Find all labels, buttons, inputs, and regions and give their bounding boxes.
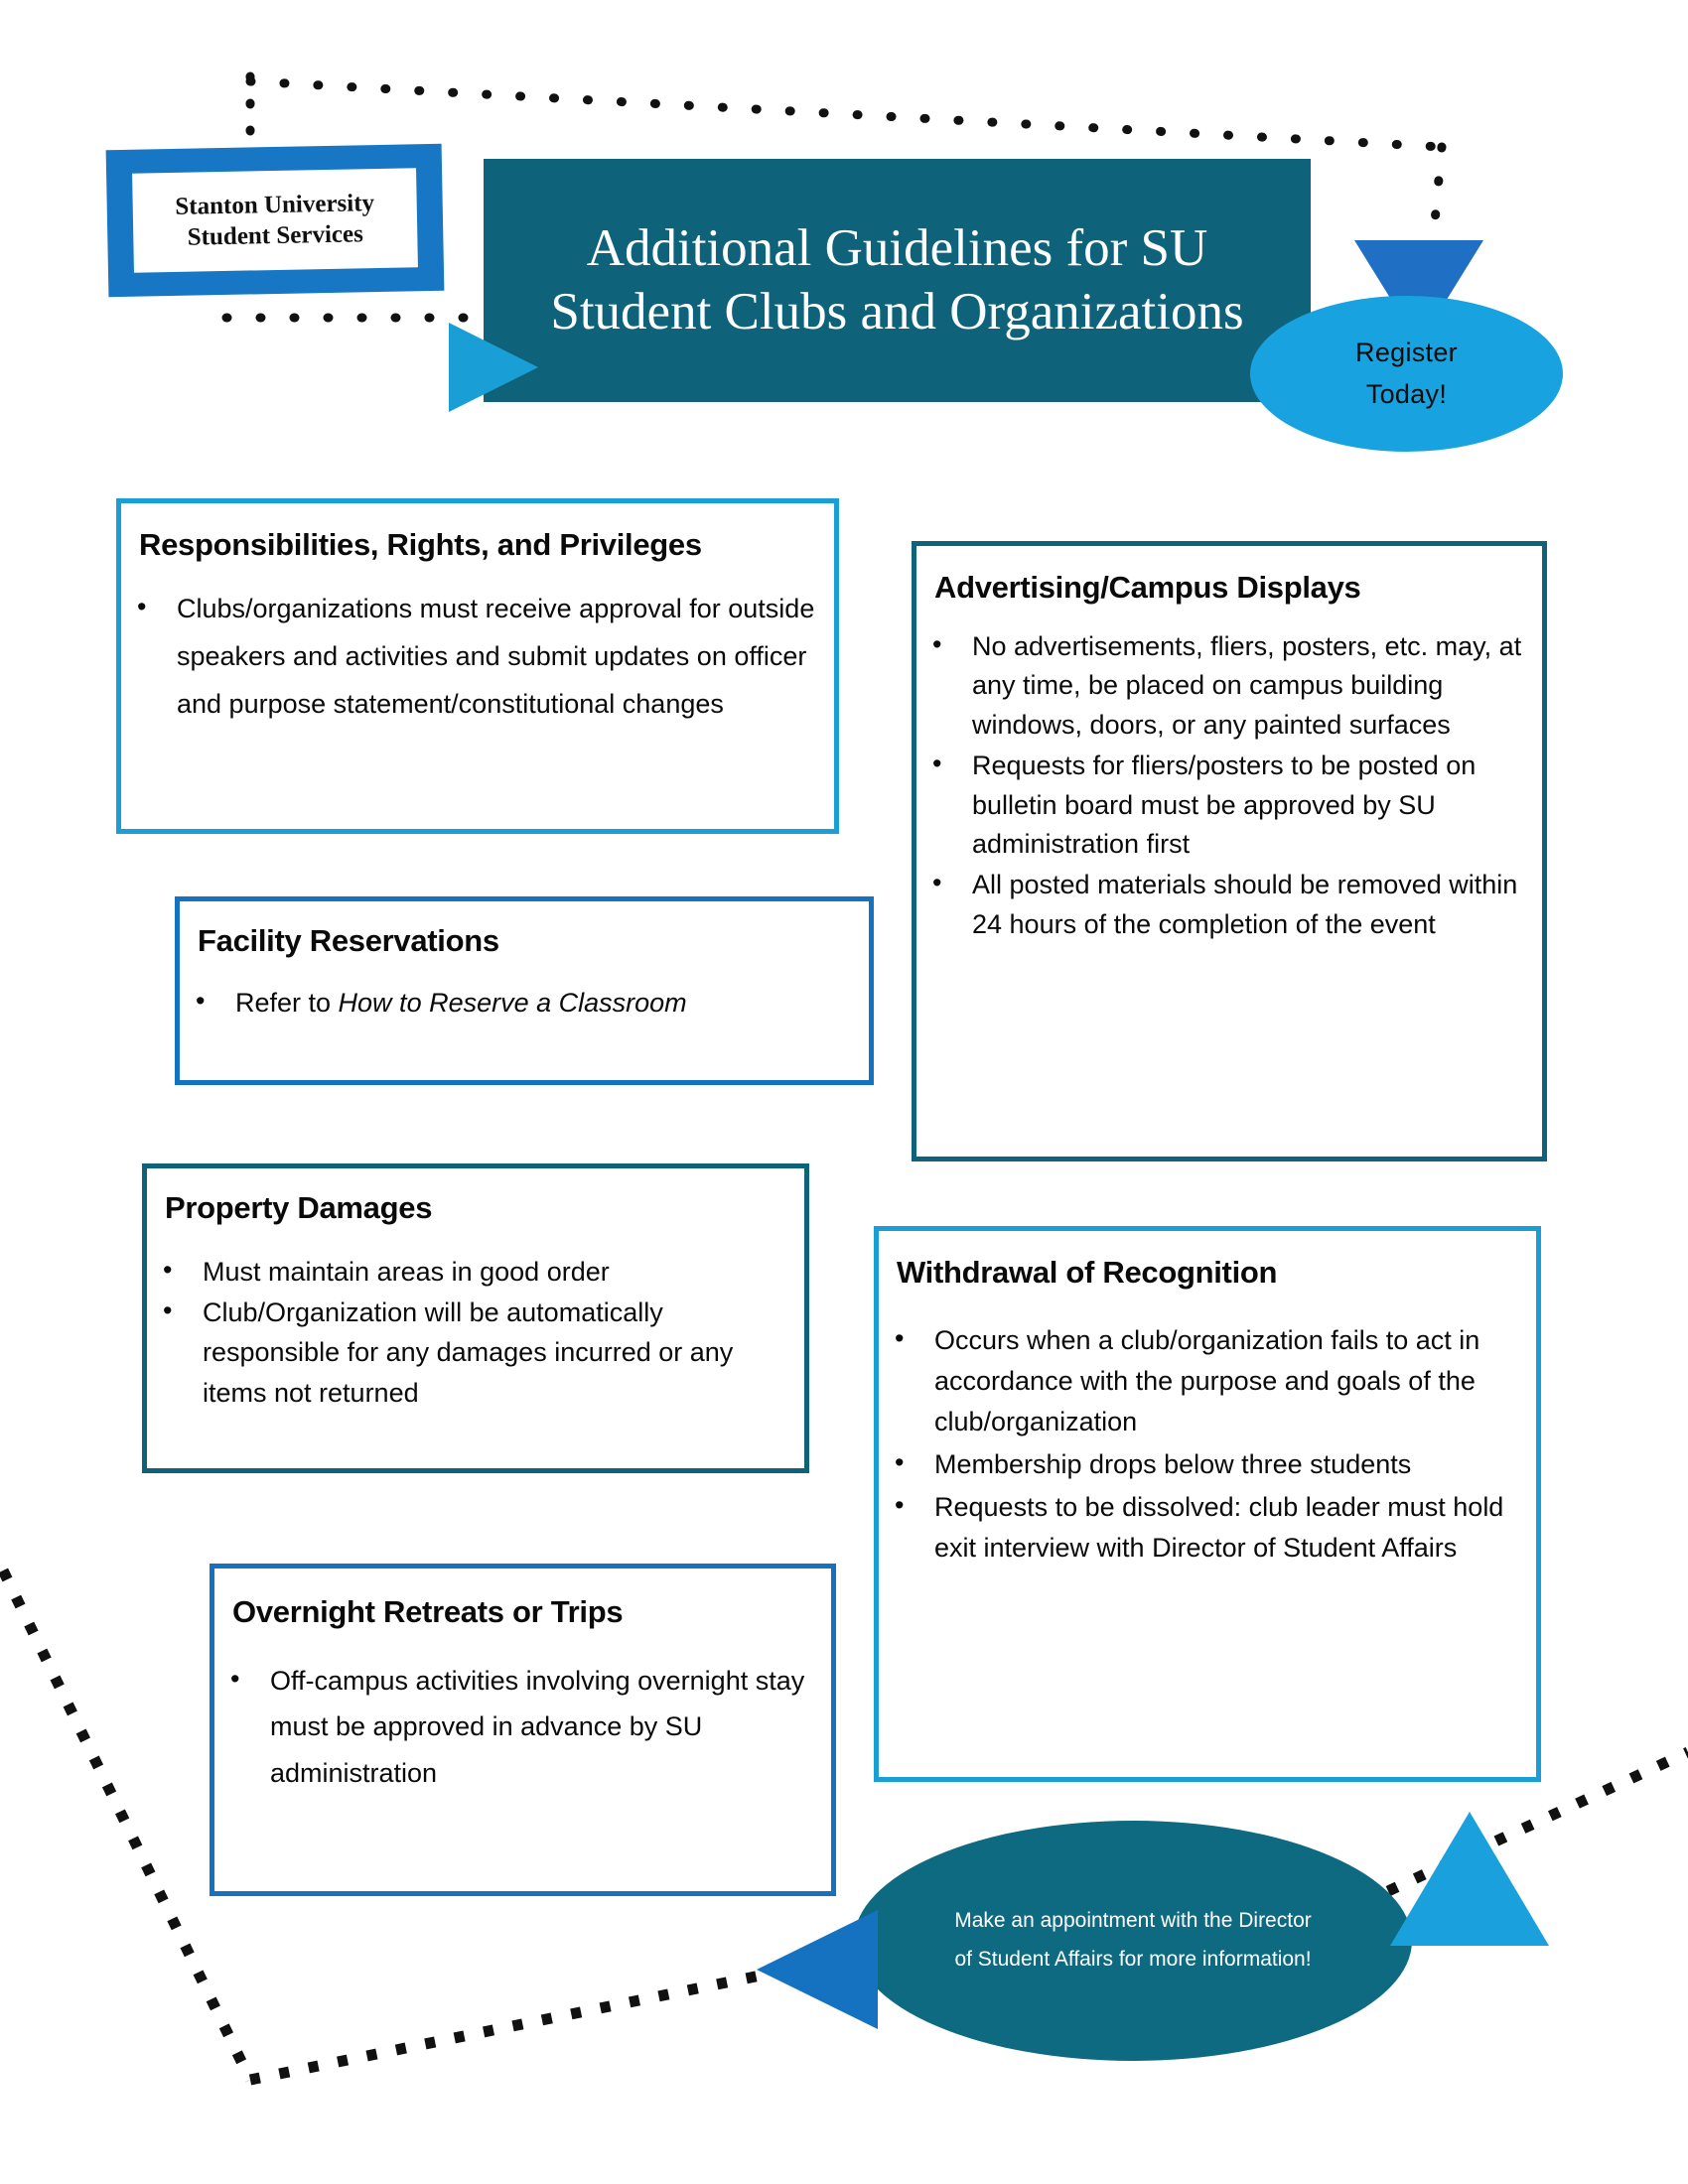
section-heading-responsibilities: Responsibilities, Rights, and Privileges [139, 527, 702, 562]
register-badge-line-1: Register [1355, 337, 1458, 367]
cyan-right-arrow-icon [449, 323, 538, 412]
section-overnight-retreats [210, 1564, 836, 1896]
section-heading-property: Property Damages [165, 1190, 433, 1225]
section-heading-advertising: Advertising/Campus Displays [934, 570, 1361, 605]
list-item: • Requests for fliers/posters to be posted on bulletin board must be approved by SU administration first [916, 747, 1542, 864]
bullet-list-withdrawal [879, 1320, 1536, 1569]
facility-bullet-italic: How to Reserve a Classroom [338, 988, 687, 1018]
section-facility-reservations [175, 896, 874, 1085]
blue-left-arrow-icon [757, 1910, 878, 2029]
footer-callout [854, 1821, 1412, 2061]
section-responsibilities [116, 498, 839, 834]
section-withdrawal-of-recognition [874, 1226, 1541, 1782]
list-item: • No advertisements, fliers, posters, etc. may, at any time, be placed on campus building windows, doors, or any painted surfaces [916, 627, 1542, 745]
cyan-up-arrow-icon [1390, 1812, 1549, 1946]
bullet-list-advertising [916, 627, 1542, 944]
dotted-line-bottom-mid [250, 1971, 784, 2080]
logo-inner [132, 168, 418, 272]
register-today-badge[interactable] [1250, 296, 1563, 452]
list-item: • Off-campus activities involving overnight stay must be approved in advance by SU administration [214, 1658, 831, 1796]
logo-line-2: Student Services [187, 220, 364, 251]
list-item: • Requests to be dissolved: club leader must hold exit interview with Director of Student Affairs [879, 1487, 1536, 1569]
list-item: • Clubs/organizations must receive approval for outside speakers and activities and submit updates on officer and purpose statement/constitutional changes [121, 585, 834, 728]
section-heading-overnight: Overnight Retreats or Trips [232, 1594, 624, 1629]
section-property-damages [142, 1163, 809, 1473]
section-advertising [912, 541, 1547, 1161]
dotted-line-top-right [250, 81, 1442, 147]
list-item: • Club/Organization will be automatically responsible for any damages incurred or any items not returned [147, 1293, 804, 1414]
section-heading-withdrawal: Withdrawal of Recognition [897, 1255, 1278, 1290]
list-item: • All posted materials should be removed within 24 hours of the completion of the event [916, 866, 1542, 944]
section-heading-facility: Facility Reservations [198, 923, 499, 958]
register-badge-line-2: Today! [1365, 378, 1448, 409]
footer-callout-line-1: Make an appointment with the Director [954, 1909, 1312, 1933]
list-item: • Must maintain areas in good order [147, 1252, 804, 1293]
title-banner [484, 159, 1311, 402]
footer-callout-line-2: of Student Affairs for more information! [954, 1948, 1312, 1971]
logo-line-1: Stanton University [175, 189, 375, 220]
page-title: Additional Guidelines for SU Student Clubs and Organizations [550, 218, 1244, 341]
logo-frame [106, 144, 445, 297]
bullet-list-facility [180, 983, 869, 1024]
bullet-list-responsibilities [121, 585, 834, 728]
bullet-list-property [147, 1252, 804, 1413]
list-item: • Membership drops below three students [879, 1444, 1536, 1485]
facility-bullet-prefix: Refer to [235, 988, 339, 1018]
bullet-list-overnight [214, 1658, 831, 1796]
list-item [180, 983, 869, 1024]
list-item: • Occurs when a club/organization fails to act in accordance with the purpose and goals of the club/organization [879, 1320, 1536, 1442]
